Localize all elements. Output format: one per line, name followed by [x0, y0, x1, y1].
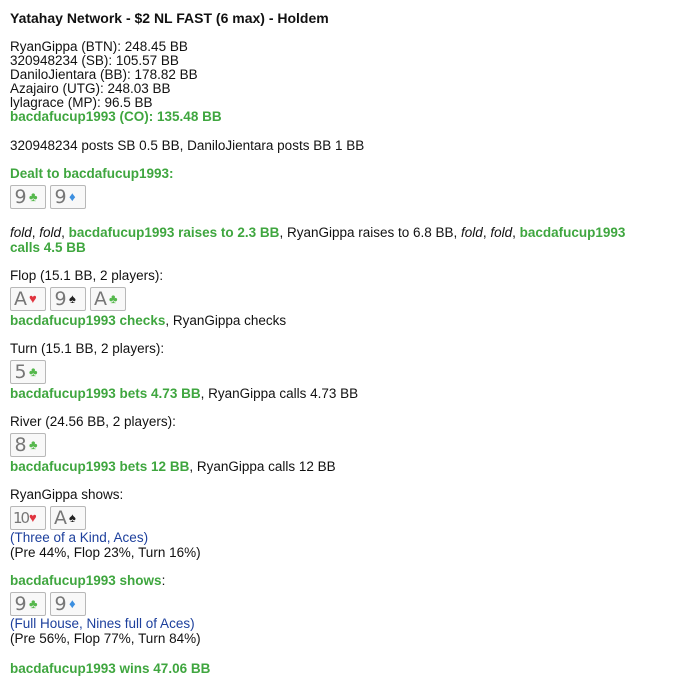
card-rank: 5 — [14, 361, 27, 383]
separator: , — [512, 225, 520, 240]
playing-card — [10, 506, 46, 530]
villain-hand-rank: (Three of a Kind, Aces) — [10, 530, 149, 545]
villain-show-label: RyanGippa shows: — [10, 487, 124, 502]
card-rank: 9 — [54, 186, 67, 208]
villain-raise: , RyanGippa raises to 6.8 BB, — [279, 225, 462, 240]
playing-card — [50, 185, 86, 209]
diamonds-suit-icon: ♦ — [69, 189, 76, 204]
card-rank: 9 — [14, 186, 27, 208]
playing-card — [10, 592, 46, 616]
playing-card — [10, 433, 46, 457]
preflop-actions — [10, 225, 669, 255]
separator: , — [61, 225, 69, 240]
villain-action: , RyanGippa calls 4.73 BB — [200, 386, 359, 401]
fold-action: fold — [490, 225, 513, 240]
clubs-suit-icon: ♣ — [29, 596, 38, 611]
spades-suit-icon: ♠ — [69, 291, 76, 306]
hearts-suit-icon: ♥ — [29, 291, 37, 306]
hero-call-amount: calls 4.5 BB — [10, 240, 86, 255]
river-section — [10, 415, 669, 474]
clubs-suit-icon: ♣ — [29, 189, 38, 204]
hearts-suit-icon: ♥ — [29, 510, 37, 525]
hero-call-player: bacdafucup1993 — [519, 225, 626, 240]
hero-show-line — [10, 574, 669, 588]
hero-equity: (Pre 56%, Flop 77%, Turn 84%) — [10, 631, 201, 646]
card-rank: 10 — [13, 509, 29, 527]
flop-label: Flop (15.1 BB, 2 players): — [10, 268, 164, 283]
seat-2: DaniloJientara (BB): 178.82 BB — [10, 67, 198, 82]
card-rank: A — [94, 288, 107, 310]
fold-action: fold — [10, 225, 32, 240]
card-rank: 8 — [14, 434, 27, 456]
seat-4: lylagrace (MP): 96.5 BB — [10, 95, 153, 110]
hero-show-cards — [10, 592, 669, 616]
playing-card — [10, 185, 46, 209]
flop-actions — [10, 313, 669, 328]
turn-cards — [10, 360, 669, 384]
playing-card — [10, 360, 46, 384]
hero-showdown — [10, 574, 669, 646]
card-rank: 9 — [54, 593, 67, 615]
fold-action: fold — [461, 225, 483, 240]
dealt-label: Dealt to bacdafucup1993: — [10, 166, 174, 181]
clubs-suit-icon: ♣ — [29, 437, 38, 452]
playing-card — [50, 287, 86, 311]
turn-label: Turn (15.1 BB, 2 players): — [10, 341, 165, 356]
playing-card — [10, 287, 46, 311]
hero-action: bacdafucup1993 checks — [10, 313, 166, 328]
clubs-suit-icon: ♣ — [109, 291, 118, 306]
seat-3: Azajairo (UTG): 248.03 BB — [10, 81, 171, 96]
card-rank: A — [54, 507, 67, 529]
turn-actions — [10, 386, 669, 401]
river-label: River (24.56 BB, 2 players): — [10, 414, 176, 429]
turn-section — [10, 342, 669, 401]
fold-action: fold — [39, 225, 62, 240]
diamonds-suit-icon: ♦ — [69, 596, 76, 611]
hero-hand-rank: (Full House, Nines full of Aces) — [10, 616, 195, 631]
river-cards — [10, 433, 669, 457]
card-rank: A — [14, 288, 27, 310]
seat-list — [10, 40, 669, 124]
seat-1: 320948234 (SB): 105.57 BB — [10, 53, 179, 68]
blinds-line: 320948234 posts SB 0.5 BB, DaniloJientara posts BB 1 BB — [10, 138, 365, 153]
card-rank: 9 — [54, 288, 67, 310]
card-rank: 9 — [14, 593, 27, 615]
result-line: bacdafucup1993 wins 47.06 BB — [10, 661, 211, 676]
flop-cards — [10, 287, 669, 311]
separator: , — [31, 225, 40, 240]
spades-suit-icon: ♠ — [69, 510, 76, 525]
flop-section — [10, 269, 669, 328]
hero-show-label: bacdafucup1993 shows — [10, 573, 162, 588]
hero-hole-cards — [10, 185, 669, 209]
seat-0: RyanGippa (BTN): 248.45 BB — [10, 39, 188, 54]
playing-card — [50, 506, 86, 530]
villain-showdown — [10, 488, 669, 560]
river-actions — [10, 459, 669, 474]
hero-show-colon: : — [161, 573, 166, 588]
villain-equity: (Pre 44%, Flop 23%, Turn 16%) — [10, 545, 201, 560]
villain-show-cards — [10, 506, 669, 530]
separator: , — [482, 225, 491, 240]
page-title: Yatahay Network - $2 NL FAST (6 max) - Holdem — [10, 10, 329, 26]
hero-action: bacdafucup1993 bets 12 BB — [10, 459, 190, 474]
dealt-section — [10, 167, 669, 209]
clubs-suit-icon: ♣ — [29, 364, 38, 379]
playing-card — [90, 287, 126, 311]
villain-action: , RyanGippa checks — [165, 313, 287, 328]
hero-action: bacdafucup1993 bets 4.73 BB — [10, 386, 201, 401]
seat-hero: bacdafucup1993 (CO): 135.48 BB — [10, 109, 222, 124]
villain-action: , RyanGippa calls 12 BB — [189, 459, 336, 474]
playing-card — [50, 592, 86, 616]
hero-raise: bacdafucup1993 raises to 2.3 BB — [68, 225, 280, 240]
